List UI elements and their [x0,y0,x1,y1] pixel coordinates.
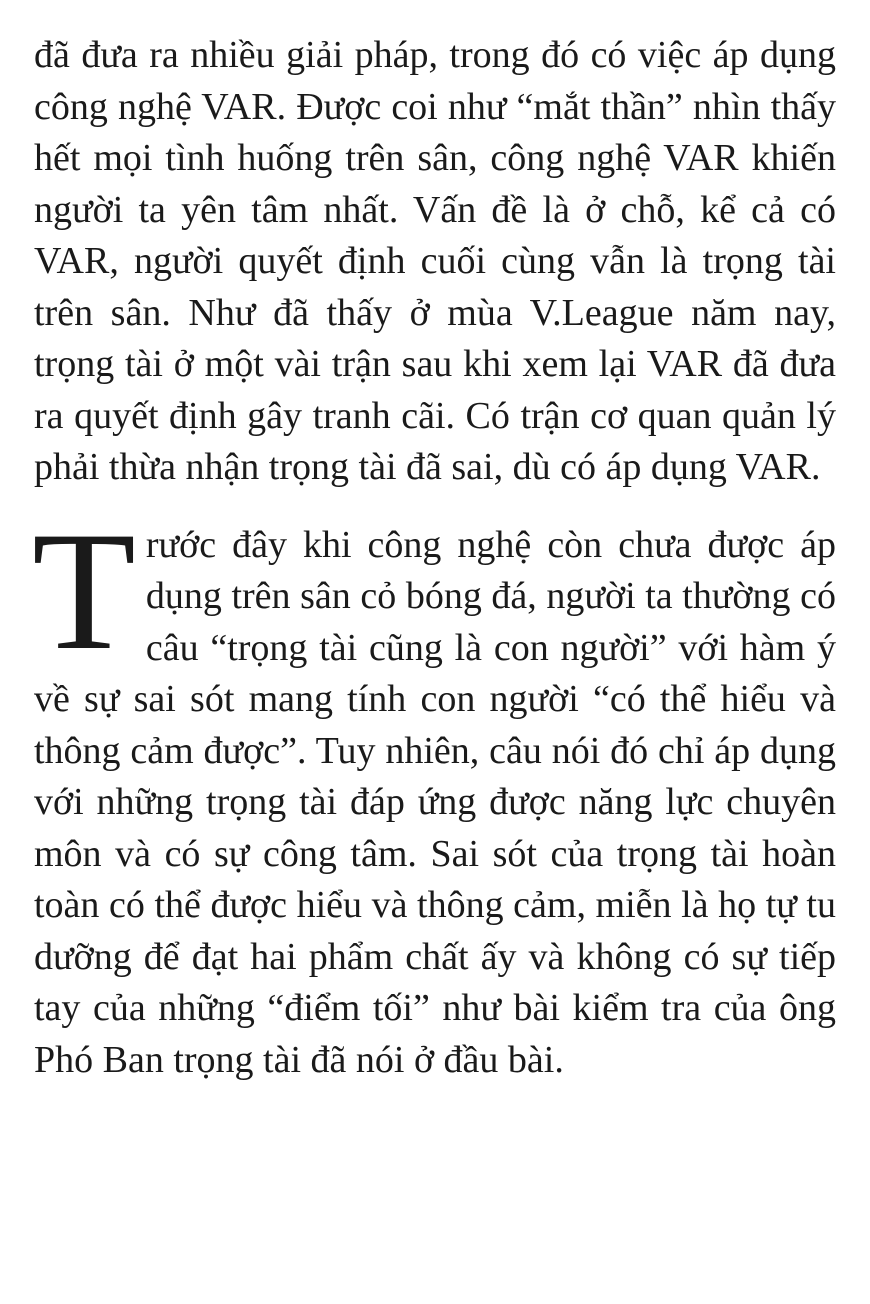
drop-cap: T [32,496,136,685]
paragraph-2 [32,496,836,1087]
paragraph-2-text: rước đây khi công nghệ còn chưa được áp dụng trên sân cỏ bóng đá, người ta thường có câu “trọng tài cũng là con người” với hàm ý về sự sai sót mang tính con người “có thể hiểu và thông cảm được”. Tuy nhiên, câu nói đó chỉ áp dụng với những trọng tài đáp ứng được năng lực chuyên môn và có sự công tâm. Sai sót của trọng tài hoàn toàn có thể được hiểu và thông cảm, miễn là họ tự tu dưỡng để đạt hai phẩm chất ấy và không có sự tiếp tay của những “điểm tối” như bài kiểm tra của ông Phó Ban trọng tài đã nói ở đầu bài. [34,523,836,1081]
paragraph-1: đã đưa ra nhiều giải pháp, trong đó có việc áp dụng công nghệ VAR. Được coi như “mắt thần” nhìn thấy hết mọi tình huống trên sân, công nghệ VAR khiến người ta yên tâm nhất. Vấn đề là ở chỗ, kể cả có VAR, người quyết định cuối cùng vẫn là trọng tài trên sân. Như đã thấy ở mùa V.League năm nay, trọng tài ở một vài trận sau khi xem lại VAR đã đưa ra quyết định gây tranh cãi. Có trận cơ quan quản lý phải thừa nhận trọng tài đã sai, dù có áp dụng VAR. [34,34,836,488]
article-body [34,30,836,1086]
